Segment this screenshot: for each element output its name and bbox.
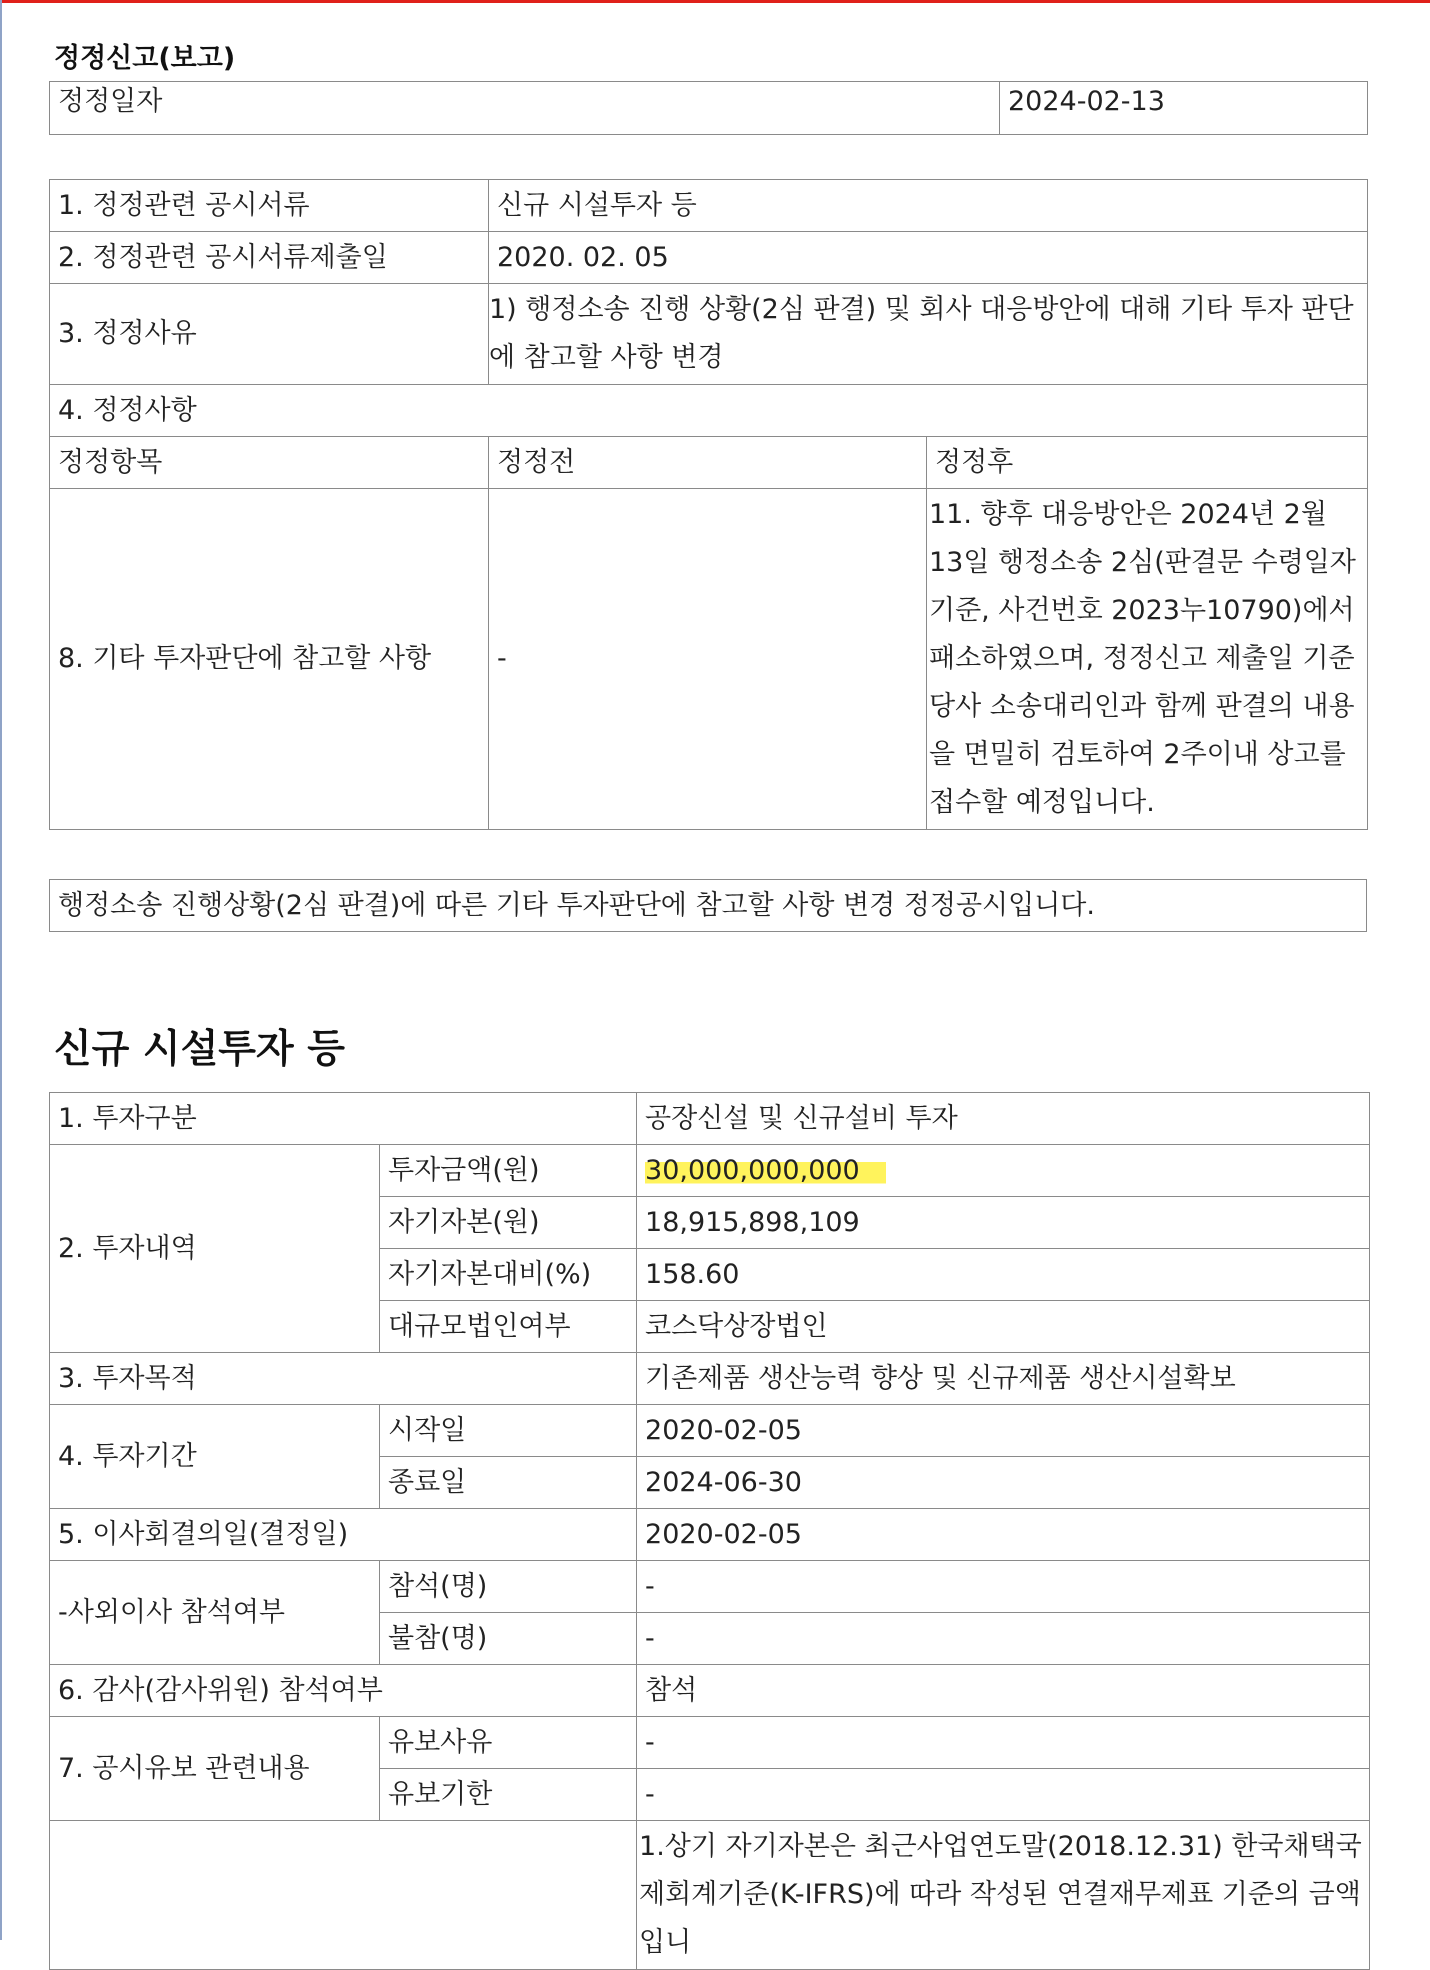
- table-row: [50, 1509, 1370, 1561]
- invest-start-label: 시작일: [380, 1405, 637, 1457]
- invest-defer-reason-label: 유보사유: [380, 1717, 637, 1769]
- table-row: [50, 180, 1368, 232]
- invest-board-value: 2020-02-05: [637, 1509, 1370, 1561]
- correction-note: 행정소송 진행상황(2심 판결)에 따른 기타 투자판단에 참고할 사항 변경 정정공시입니다.: [50, 880, 1367, 932]
- col-header-after: 정정후: [927, 437, 1368, 489]
- investment-title: 신규 시설투자 등: [54, 1027, 345, 1072]
- table-row: [50, 385, 1368, 437]
- invest-amount-cell: [637, 1145, 1370, 1197]
- left-frame-border: [0, 0, 2, 1940]
- table-row: [50, 1145, 1370, 1197]
- corr-reason-label: 3. 정정사유: [50, 284, 489, 385]
- invest-equity-label: 자기자본(원): [380, 1197, 637, 1249]
- invest-period-label: 4. 투자기간: [50, 1405, 380, 1509]
- table-row: [50, 1353, 1370, 1405]
- invest-start-value: 2020-02-05: [637, 1405, 1370, 1457]
- table-row: [50, 880, 1367, 932]
- investment-table: [49, 1092, 1370, 1970]
- invest-end-label: 종료일: [380, 1457, 637, 1509]
- invest-audit-value: 참석: [637, 1665, 1370, 1717]
- invest-purpose-label: 3. 투자목적: [50, 1353, 637, 1405]
- invest-ratio-label: 자기자본대비(%): [380, 1249, 637, 1301]
- invest-defer-period-label: 유보기한: [380, 1769, 637, 1821]
- table-row: [50, 1821, 1370, 1970]
- table-row: [50, 1665, 1370, 1717]
- table-row: [50, 284, 1368, 385]
- col-header-item: 정정항목: [50, 437, 489, 489]
- table-row: [50, 1093, 1370, 1145]
- correction-date-value: 2024-02-13: [1000, 82, 1368, 135]
- correction-title: 정정신고(보고): [54, 43, 236, 74]
- invest-absent-label: 불참(명): [380, 1613, 637, 1665]
- corr-date-label: 2. 정정관련 공시서류제출일: [50, 232, 489, 284]
- invest-absent-value: -: [637, 1613, 1370, 1665]
- top-accent-bar: [0, 0, 1430, 3]
- invest-defer-period-value: -: [637, 1769, 1370, 1821]
- invest-detail-label: 2. 투자내역: [50, 1145, 380, 1353]
- table-row: [50, 437, 1368, 489]
- invest-large-corp-value: 코스닥상장법인: [637, 1301, 1370, 1353]
- corr-doc-label: 1. 정정관련 공시서류: [50, 180, 489, 232]
- corr-item-after: 11. 향후 대응방안은 2024년 2월 13일 행정소송 2심(판결문 수령일자 기준, 사건번호 2023누10790)에서 패소하였으며, 정정신고 제출일 기준 당사 소송대리인과 함께 판결의 내용을 면밀히 검토하여 2주이내 상고를 접수할 예정입니다.: [927, 489, 1368, 830]
- invest-board-label: 5. 이사회결의일(결정일): [50, 1509, 637, 1561]
- invest-type-label: 1. 투자구분: [50, 1093, 637, 1145]
- invest-audit-label: 6. 감사(감사위원) 참석여부: [50, 1665, 637, 1717]
- table-row: [50, 1405, 1370, 1457]
- invest-purpose-value: 기존제품 생산능력 향상 및 신규제품 생산시설확보: [637, 1353, 1370, 1405]
- corr-date-value: 2020. 02. 05: [489, 232, 1368, 284]
- invest-attend-label: 참석(명): [380, 1561, 637, 1613]
- invest-outside-label: -사외이사 참석여부: [50, 1561, 380, 1665]
- corr-item-label: 8. 기타 투자판단에 참고할 사항: [50, 489, 489, 830]
- invest-amount-value: 30,000,000,000: [645, 1155, 886, 1186]
- invest-end-value: 2024-06-30: [637, 1457, 1370, 1509]
- invest-other-value: 1.상기 자기자본은 최근사업연도말(2018.12.31) 한국채택국제회계기준(K-IFRS)에 따라 작성된 연결재무제표 기준의 금액입니: [637, 1821, 1370, 1970]
- table-row: [50, 489, 1368, 830]
- table-row: [50, 232, 1368, 284]
- corr-doc-value: 신규 시설투자 등: [489, 180, 1368, 232]
- invest-amount-label: 투자금액(원): [380, 1145, 637, 1197]
- col-header-before: 정정전: [489, 437, 927, 489]
- invest-type-value: 공장신설 및 신규설비 투자: [637, 1093, 1370, 1145]
- invest-other-label: [50, 1821, 637, 1970]
- corr-reason-value: 1) 행정소송 진행 상황(2심 판결) 및 회사 대응방안에 대해 기타 투자 판단에 참고할 사항 변경: [489, 284, 1368, 385]
- table-row: [50, 1561, 1370, 1613]
- invest-ratio-value: 158.60: [637, 1249, 1370, 1301]
- invest-equity-value: 18,915,898,109: [637, 1197, 1370, 1249]
- correction-date-label: 정정일자: [50, 82, 1000, 135]
- correction-date-table: [49, 81, 1368, 135]
- correction-note-table: [49, 879, 1367, 932]
- corr-items-label: 4. 정정사항: [50, 385, 1368, 437]
- correction-details-table: [49, 179, 1368, 830]
- corr-item-before: -: [489, 489, 927, 830]
- table-row: [50, 82, 1368, 135]
- invest-defer-reason-value: -: [637, 1717, 1370, 1769]
- invest-defer-label: 7. 공시유보 관련내용: [50, 1717, 380, 1821]
- invest-attend-value: -: [637, 1561, 1370, 1613]
- invest-large-corp-label: 대규모법인여부: [380, 1301, 637, 1353]
- table-row: [50, 1717, 1370, 1769]
